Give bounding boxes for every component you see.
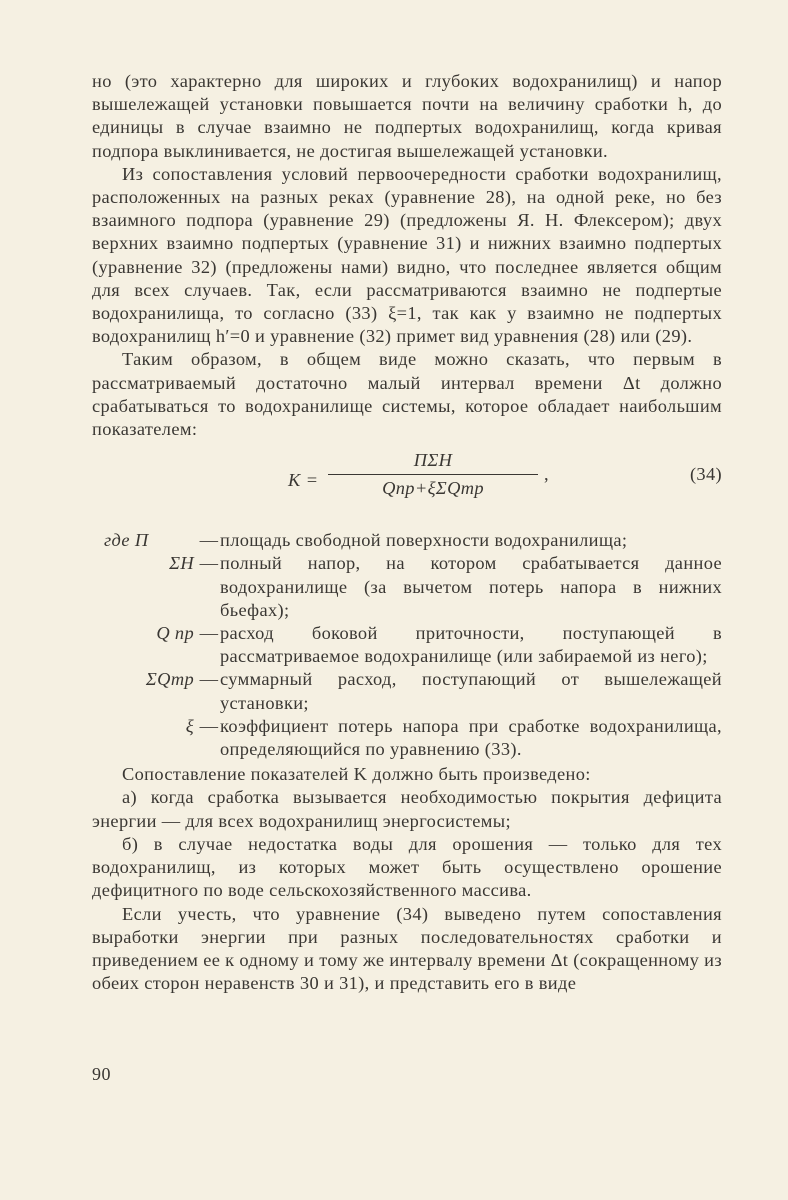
- definition-row: [92, 715, 722, 761]
- definition-dash: —: [199, 623, 219, 644]
- definition-dash: —: [199, 669, 219, 690]
- definition-row: [92, 622, 722, 668]
- definition-text: суммарный расход, поступающий от вышележащей установки;: [220, 669, 722, 713]
- page-number: 90: [92, 1064, 111, 1084]
- paragraph-comparison-conditions: Сопоставление показателей K должно быть произведено:: [122, 764, 591, 785]
- definition-text: коэффициент потерь напора при сработке водохранилища, определяющийся по уравнению (33).: [220, 715, 722, 760]
- definition-text: площадь свободной поверхности водохранилища;: [220, 530, 628, 551]
- paragraph-case-a: а) когда сработка вызывается необходимостью покрытия дефицита энергии — для всех водохранилищ энергосистемы;: [92, 787, 722, 831]
- definition-dash: —: [199, 715, 219, 736]
- definition-text: расход боковой приточности, поступающей в рассматриваемое водохранилище (или забираемой из него);: [220, 623, 722, 667]
- definition-symbol: ΣH: [169, 553, 194, 574]
- paragraph-final: Если учесть, что уравнение (34) выведено путем сопоставления выработки энергии при разных последовательностях сработки и приведением ее к одному и тому же интервалу времени Δt (сокращенному из обеих сторон неравенств 30 и 31), и представить его в виде: [92, 903, 722, 994]
- formula-34: [92, 443, 722, 517]
- equation-number: (34): [689, 464, 722, 485]
- definition-symbol: где П: [104, 530, 149, 551]
- paragraph-case-b: б) в случае недостатка воды для орошения — только для тех водохранилищ, из которых может быть осуществлено орошение дефицитного по воде сельскохозяйственного массива.: [92, 833, 722, 901]
- formula-lhs: K =: [288, 470, 319, 491]
- formula-numerator: ПΣH: [413, 450, 453, 471]
- definition-symbol: ξ: [185, 715, 194, 736]
- definition-symbol: Q пр: [156, 623, 194, 644]
- definition-row: [92, 552, 722, 622]
- paragraph-comparison: Из сопоставления условий первоочередности сработки водохранилищ, расположенных на разных реках (уравнение 28), на одной реке, но без взаимного подпора (уравнение 29) (предложены Я. Н. Флексером); двух верхних взаимно подпертых (уравнение 31) и нижних взаимно подпертых (уравнение 32) (предложены нами) видно, что последнее является общим для всех случаев. Так, если рассматриваются взаимно не подпертые водохранилища, то согласно (33) ξ=1, так как у взаимно не подпертых водохранилищ h′=0 и уравнение (32) примет вид уравнения (28) или (29).: [92, 163, 722, 347]
- formula-denominator: Qпр+ξΣQтр: [382, 478, 484, 499]
- formula-fraction: [328, 449, 538, 500]
- formula-comma: ,: [544, 464, 549, 485]
- page-text: [92, 70, 722, 995]
- paragraph-conclusion: Таким образом, в общем виде можно сказать, что первым в рассматриваемый достаточно малый интервал времени Δt должно срабатываться то водохранилище системы, которое обладает наибольшим показателем:: [92, 349, 722, 440]
- definition-row: [92, 529, 722, 552]
- symbol-definitions: [92, 529, 722, 761]
- definition-text: полный напор, на котором срабатывается данное водохранилище (за вычетом потерь напора в нижних бьефах);: [220, 553, 722, 620]
- definition-dash: —: [199, 553, 219, 574]
- paragraph-continued: но (это характерно для широких и глубоких водохранилищ) и напор вышележащей установки повышается почти на величину сработки h, до единицы в случае взаимно не подпертых водохранилищ, когда кривая подпора выклинивается, не достигая вышележащей установки.: [92, 71, 722, 161]
- definition-dash: —: [199, 530, 219, 551]
- definition-row: [92, 668, 722, 714]
- definition-symbol: ΣQтр: [145, 669, 194, 690]
